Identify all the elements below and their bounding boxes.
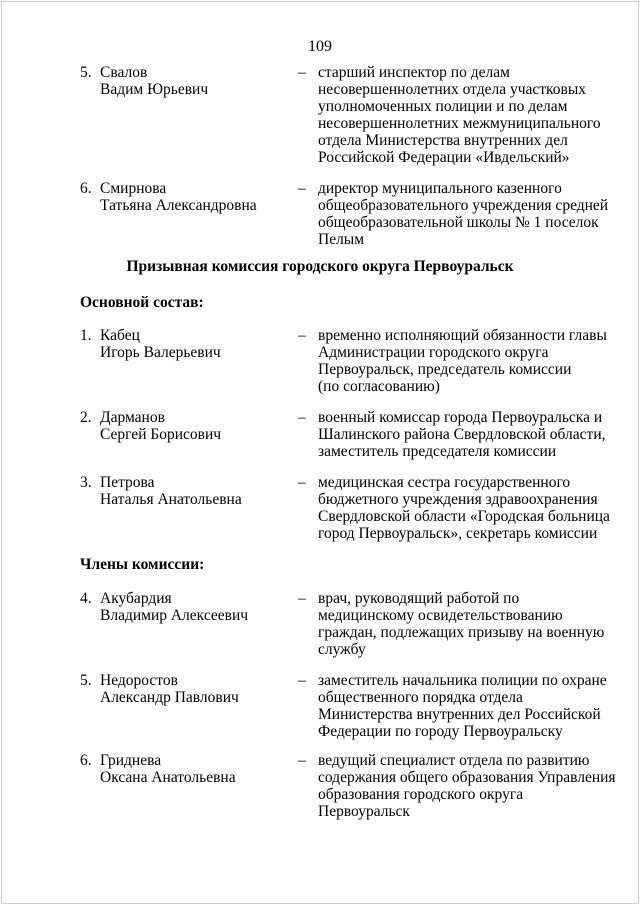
- name-line: Свалов: [100, 64, 148, 81]
- entry-number: 2.: [80, 409, 92, 426]
- members-heading: Члены комиссии:: [80, 556, 205, 573]
- entry-number: 6.: [80, 752, 92, 769]
- role-line: заместитель председателя комиссии: [318, 443, 557, 460]
- name-line: Наталья Анатольевна: [100, 491, 242, 508]
- role-line: медицинскому освидетельствованию: [318, 607, 563, 624]
- role-line: врач, руководящий работой по: [318, 590, 520, 607]
- person-role: [318, 409, 618, 460]
- name-line: Татьяна Александровна: [100, 197, 257, 214]
- person-role: [318, 672, 618, 740]
- role-line: временно исполняющий обязанности главы: [318, 327, 607, 344]
- role-line: директор муниципального казенного: [318, 180, 562, 197]
- person-role: [318, 327, 618, 395]
- dash: –: [298, 327, 306, 344]
- name-line: Игорь Валерьевич: [100, 344, 221, 361]
- role-line: город Первоуральск», секретарь комиссии: [318, 525, 598, 542]
- entry-number: 4.: [80, 590, 92, 607]
- person-name: [100, 474, 290, 508]
- role-line: несовершеннолетних межмуниципального: [318, 115, 601, 132]
- dash: –: [298, 64, 306, 81]
- dash: –: [298, 672, 306, 689]
- role-line: Первоуральск, председатель комиссии: [318, 361, 572, 378]
- role-line: Шалинского района Свердловской области,: [318, 426, 606, 443]
- person-role: [318, 752, 618, 820]
- role-line: содержания общего образования Управления: [318, 769, 616, 786]
- name-line: Гриднева: [100, 752, 162, 769]
- entry-number: 1.: [80, 327, 92, 344]
- dash: –: [298, 590, 306, 607]
- name-line: Сергей Борисович: [100, 426, 222, 443]
- main-staff-heading: Основной состав:: [80, 294, 204, 311]
- role-line: Пелым: [318, 231, 365, 248]
- role-line: заместитель начальника полиции по охране: [318, 672, 607, 689]
- role-line: общественного порядка отдела: [318, 689, 523, 706]
- role-line: ведущий специалист отдела по развитию: [318, 752, 590, 769]
- name-line: Владимир Алексеевич: [100, 607, 249, 624]
- person-name: [100, 590, 290, 624]
- person-name: [100, 409, 290, 443]
- role-line: службу: [318, 641, 366, 658]
- person-role: [318, 474, 618, 542]
- person-name: [100, 672, 290, 706]
- person-name: [100, 180, 290, 214]
- person-role: [318, 64, 618, 166]
- name-line: Оксана Анатольевна: [100, 769, 236, 786]
- person-name: [100, 327, 290, 361]
- role-line: общеобразовательного учреждения средней: [318, 197, 609, 214]
- person-name: [100, 64, 290, 98]
- role-line: старший инспектор по делам: [318, 64, 510, 81]
- role-line: образования городского округа: [318, 786, 524, 803]
- name-line: Петрова: [100, 474, 155, 491]
- entry-number: 6.: [80, 180, 92, 197]
- page-number: 109: [308, 38, 332, 55]
- role-line: Федерации по городу Первоуральску: [318, 723, 563, 740]
- dash: –: [298, 409, 306, 426]
- role-line: бюджетного учреждения здравоохранения: [318, 491, 598, 508]
- entry-number: 5.: [80, 64, 92, 81]
- role-line: отдела Министерства внутренних дел: [318, 132, 568, 149]
- person-role: [318, 180, 618, 248]
- person-name: [100, 752, 290, 786]
- entry-number: 3.: [80, 474, 92, 491]
- name-line: Дарманов: [100, 409, 165, 426]
- name-line: Недоростов: [100, 672, 178, 689]
- name-line: Акубардия: [100, 590, 172, 607]
- role-line: Администрации городского округа: [318, 344, 549, 361]
- name-line: Александр Павлович: [100, 689, 239, 706]
- role-line: Министерства внутренних дел Российской: [318, 706, 601, 723]
- entry-number: 5.: [80, 672, 92, 689]
- role-line: медицинская сестра государственного: [318, 474, 571, 491]
- dash: –: [298, 180, 306, 197]
- role-line: общеобразовательной школы № 1 поселок: [318, 214, 599, 231]
- role-line: граждан, подлежащих призыву на военную: [318, 624, 605, 641]
- role-line: Свердловской области «Городская больница: [318, 508, 610, 525]
- commission-title: Призывная комиссия городского округа Первоуральск: [126, 258, 514, 275]
- dash: –: [298, 474, 306, 491]
- dash: –: [298, 752, 306, 769]
- name-line: Кабец: [100, 327, 140, 344]
- role-line: Первоуральск: [318, 803, 410, 820]
- role-line: Российской Федерации «Ивдельский»: [318, 149, 570, 166]
- name-line: Смирнова: [100, 180, 167, 197]
- role-line: несовершеннолетних отдела участковых: [318, 81, 587, 98]
- role-line: (по согласованию): [318, 378, 440, 395]
- role-line: военный комиссар города Первоуральска и: [318, 409, 603, 426]
- person-role: [318, 590, 618, 658]
- role-line: уполномоченных полиции и по делам: [318, 98, 568, 115]
- name-line: Вадим Юрьевич: [100, 81, 209, 98]
